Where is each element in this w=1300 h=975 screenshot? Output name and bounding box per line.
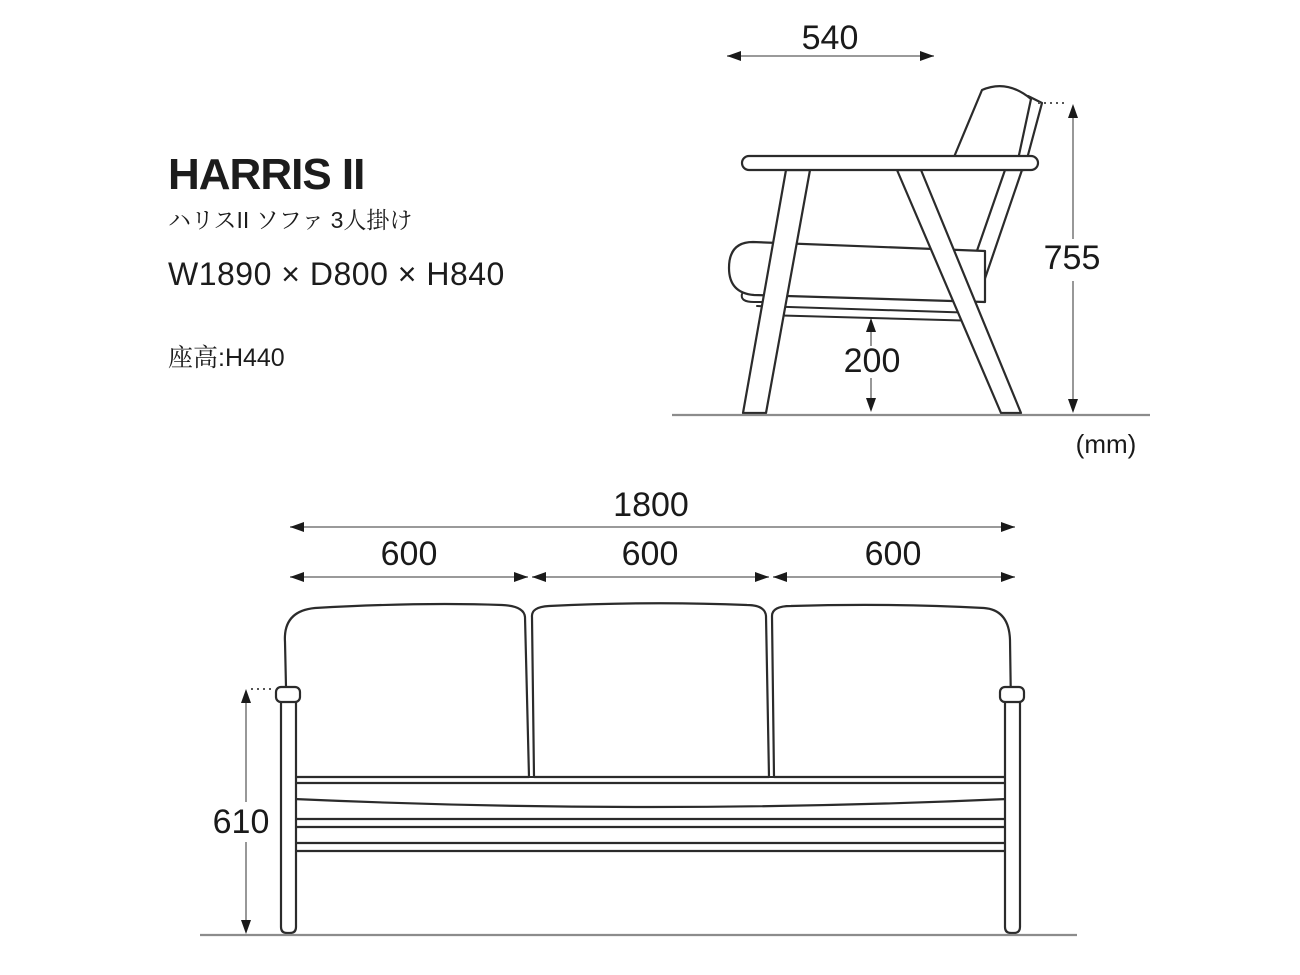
front-back-cushion-1 (285, 604, 529, 777)
front-left-post-cap (276, 687, 300, 702)
arrowhead-right (920, 51, 934, 61)
front-right-post (1005, 701, 1020, 933)
front-rail-upper (294, 819, 1007, 827)
side-rail-upper-edge (757, 306, 978, 313)
arrowhead-up (1068, 104, 1078, 118)
front-right-post-cap (1000, 687, 1024, 702)
front-seat-cushion-face (294, 783, 1007, 807)
dimension-600-seat1 (290, 535, 528, 582)
side-view-drawing (672, 19, 1150, 459)
front-left-post (281, 701, 296, 933)
product-subtitle-japanese: ハリスII ソファ 3人掛け (168, 207, 413, 233)
product-title: HARRIS II (168, 150, 365, 199)
arrowhead-down (1068, 399, 1078, 413)
arrowhead-left (727, 51, 741, 61)
product-size-spec: W1890 × D800 × H840 (168, 256, 505, 292)
side-rail-lower-edge (764, 315, 981, 321)
front-back-cushion-2 (532, 603, 769, 777)
arrowhead-right (1001, 522, 1015, 532)
dim-label-200: 200 (843, 342, 901, 380)
front-rail-lower (294, 843, 1007, 851)
dimension-1800 (290, 486, 1015, 532)
dim-label-600-3: 600 (864, 535, 922, 573)
arrowhead-left (290, 522, 304, 532)
dim-label-1800: 1800 (613, 486, 689, 524)
arrowhead-down (241, 920, 251, 934)
dimension-610 (213, 689, 274, 934)
dimension-200 (844, 318, 901, 412)
dimension-600-seat2 (532, 535, 769, 582)
dim-label-540: 540 (801, 19, 859, 57)
dim-label-600-1: 600 (380, 535, 438, 573)
dimension-540 (727, 19, 934, 61)
dim-label-755: 755 (1043, 239, 1101, 277)
arrowhead-down (866, 398, 876, 412)
dim-label-610: 610 (212, 803, 270, 841)
dimension-600-seat3 (773, 535, 1015, 582)
dim-label-600-2: 600 (621, 535, 679, 573)
product-seat-height-spec: 座高:H440 (168, 344, 285, 372)
unit-note-label: (mm) (1075, 429, 1137, 459)
front-view-drawing (200, 486, 1077, 935)
side-armrest (742, 156, 1038, 170)
arrowhead-up (241, 689, 251, 703)
front-back-cushion-3 (772, 605, 1012, 777)
arrowhead-up (866, 318, 876, 332)
dimension-755 (1038, 103, 1100, 413)
